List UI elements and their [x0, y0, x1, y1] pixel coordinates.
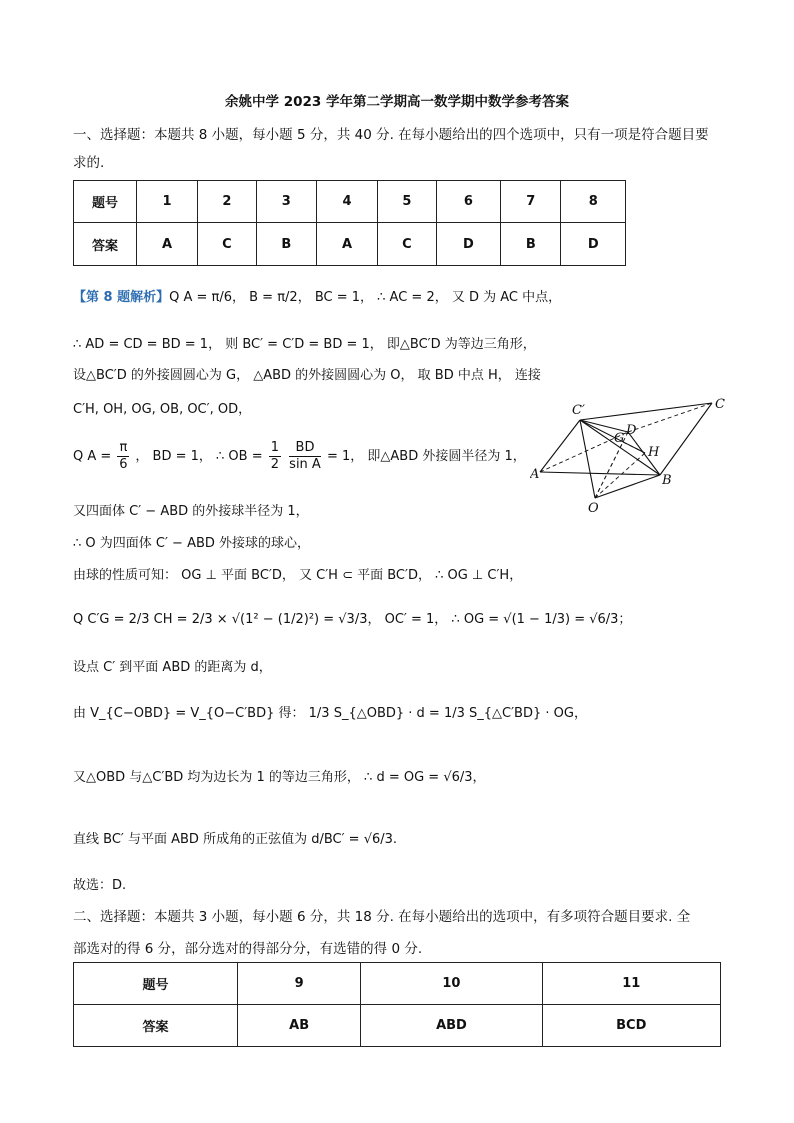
solution-tag: 【第 8 题解析】 — [73, 290, 170, 305]
question-number: 6 — [436, 181, 500, 223]
label-h: H — [648, 445, 660, 460]
question-number: 11 — [542, 963, 720, 1005]
answer-cell: AB — [238, 1005, 361, 1047]
solution-text: ， BD = 1， ∴ OB = — [135, 449, 263, 464]
solution-line-10: 设点 C′ 到平面 ABD 的距离为 d， — [73, 660, 272, 675]
denominator: 6 — [119, 457, 128, 472]
section2-heading — [73, 906, 733, 960]
question-number: 5 — [378, 181, 437, 223]
label-a: A — [530, 467, 540, 482]
label-c: C — [715, 397, 725, 412]
answer-cell: D — [561, 223, 626, 266]
section1-heading-line2: 求的. — [73, 155, 105, 171]
page-title: 余姚中学 2023 学年第二学期高一数学期中数学参考答案 — [225, 94, 569, 110]
question-number: 9 — [238, 963, 361, 1005]
answer-table-2 — [73, 962, 721, 1047]
fraction-pi-over-6 — [117, 440, 129, 473]
label-g: G — [614, 431, 625, 446]
question-number: 4 — [317, 181, 378, 223]
fraction-bd-over-sina — [289, 440, 321, 473]
answer-cell: BCD — [542, 1005, 720, 1047]
solution-line-14: 故选：D. — [73, 878, 127, 893]
numerator: π — [119, 440, 128, 455]
solution-line-7: ∴ O 为四面体 C′ − ABD 外接球的球心， — [73, 536, 311, 551]
section2-heading-line1: 二、选择题：本题共 3 小题，每小题 6 分，共 18 分. 在每小题给出的选项中，有多项符合题目要求. 全 — [73, 909, 691, 925]
fraction-one-half — [269, 440, 281, 473]
row-label-answer: 答案 — [74, 1005, 238, 1047]
section2-heading-line2: 部选对的得 6 分，部分选对的得部分分，有选错的得 0 分. — [73, 941, 423, 957]
row-label-question: 题号 — [74, 963, 238, 1005]
solution-text: = 1， 即△ABD 外接圆半径为 1， — [326, 449, 526, 464]
solution-line-12: 又△OBD 与△C′BD 均为边长为 1 的等边三角形， ∴ d = OG = √6/3， — [73, 770, 486, 785]
section1-heading — [73, 124, 733, 174]
answer-cell: B — [501, 223, 561, 266]
question-number: 3 — [256, 181, 316, 223]
row-label-answer: 答案 — [74, 223, 137, 266]
denominator: 2 — [270, 457, 280, 472]
answer-table-1 — [73, 180, 626, 266]
numerator: BD — [289, 440, 321, 457]
question-number: 10 — [361, 963, 542, 1005]
solution-line-3: 设△BC′D 的外接圆圆心为 G， △ABD 的外接圆圆心为 O， 取 BD 中点 H， 连接 — [73, 368, 541, 383]
solution-line-13: 直线 BC′ 与平面 ABD 所成角的正弦值为 d/BC′ = √6/3. — [73, 832, 398, 847]
solution-line-9: Q C′G = 2/3 CH = 2/3 × √(1² − (1/2)²) = √3/3， OC′ = 1， ∴ OG = √(1 − 1/3) = √6/3； — [73, 612, 632, 627]
section1-heading-line1: 一、选择题：本题共 8 小题，每小题 5 分，共 40 分. 在每小题给出的四个选项中，只有一项是符合题目要 — [73, 127, 709, 143]
denominator: sin A — [289, 457, 321, 472]
question-number: 7 — [501, 181, 561, 223]
row-label-question: 题号 — [74, 181, 137, 223]
label-o: O — [588, 501, 599, 516]
answer-cell: D — [436, 223, 500, 266]
solution-line-8: 由球的性质可知： OG ⊥ 平面 BC′D， 又 C′H ⊂ 平面 BC′D， ∴ OG ⊥ C′H， — [73, 568, 523, 583]
solution-line-6: 又四面体 C′ − ABD 的外接球半径为 1， — [73, 504, 309, 519]
question-number: 1 — [137, 181, 198, 223]
answer-cell: B — [256, 223, 316, 266]
question-number: 2 — [198, 181, 257, 223]
answer-cell: ABD — [361, 1005, 542, 1047]
solution-line-2: ∴ AD = CD = BD = 1， 则 BC′ = C′D = BD = 1， 即△BC′D 为等边三角形， — [73, 337, 536, 352]
numerator: 1 — [270, 440, 280, 455]
label-c-prime: C′ — [572, 403, 585, 418]
solution-text: Q A = — [73, 449, 112, 464]
solution-line-4: C′H, OH, OG, OB, OC′, OD， — [73, 402, 252, 417]
solution-line-11: 由 V_{C−OBD} = V_{O−C′BD} 得： 1/3 S_{△OBD} · d = 1/3 S_{△C′BD} · OG， — [73, 706, 587, 721]
label-b: B — [662, 473, 672, 488]
answer-cell: C — [378, 223, 437, 266]
answer-cell: A — [317, 223, 378, 266]
solution-text: Q A = π/6， B = π/2， BC = 1， ∴ AC = 2， 又 D 为 AC 中点， — [169, 290, 562, 305]
answer-cell: A — [137, 223, 198, 266]
solution-line-5 — [73, 440, 543, 473]
question-number: 8 — [561, 181, 626, 223]
label-d: D — [626, 423, 637, 438]
tetrahedron-figure — [530, 390, 730, 520]
solution-line-1 — [73, 288, 593, 308]
answer-cell: C — [198, 223, 257, 266]
